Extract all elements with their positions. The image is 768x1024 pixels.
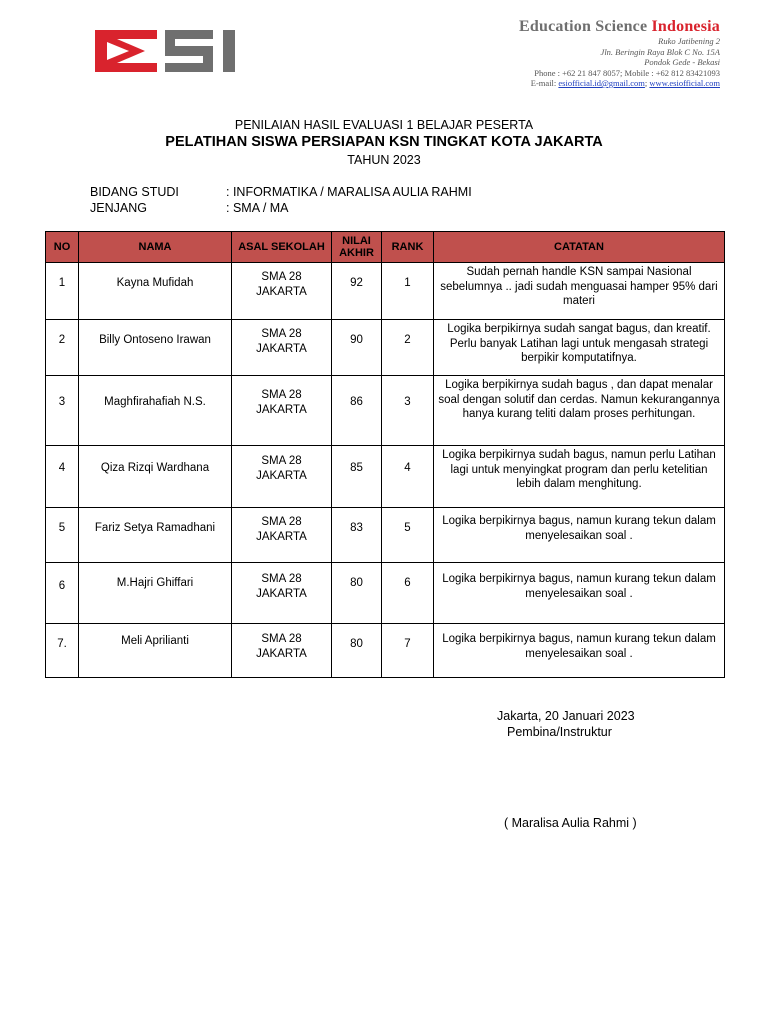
cell-no: 1 <box>46 263 79 320</box>
cell-rank: 1 <box>382 263 434 320</box>
table-row <box>46 624 725 678</box>
email-label: E-mail: <box>530 78 557 88</box>
address-line-3: Pondok Gede - Bekasi <box>644 57 720 67</box>
cell-note: Sudah pernah handle KSN sampai Nasional sebelumnya .. jadi sudah menguasai hamper 95% dari materi <box>434 263 725 320</box>
cell-note: Logika berpikirnya sudah bagus, namun perlu Latihan lagi untuk menyingkat program dan perlu ketelitian lebih dalam menghitung. <box>434 446 725 508</box>
cell-rank: 3 <box>382 376 434 446</box>
signature-block <box>497 708 635 740</box>
cell-rank: 2 <box>382 320 434 376</box>
cell-name: M.Hajri Ghiffari <box>79 563 232 624</box>
cell-rank: 6 <box>382 563 434 624</box>
cell-note: Logika berpikirnya bagus, namun kurang tekun dalam menyelesaikan soal . <box>434 508 725 563</box>
table-row <box>46 263 725 320</box>
field-row <box>90 184 472 200</box>
org-name-part1: Education Science <box>519 18 648 35</box>
header-score: NILAI AKHIR <box>332 232 382 263</box>
header-name: NAMA <box>79 232 232 263</box>
cell-name: Qiza Rizqi Wardhana <box>79 446 232 508</box>
signer-role: Pembina/Instruktur <box>507 725 612 739</box>
title-line-2: PELATIHAN SISWA PERSIAPAN KSN TINGKAT KOTA JAKARTA <box>165 134 603 150</box>
meta-block <box>90 184 472 216</box>
cell-rank: 7 <box>382 624 434 678</box>
cell-no: 3 <box>46 376 79 446</box>
field-label: BIDANG STUDI <box>90 185 179 199</box>
level-label: JENJANG <box>90 201 147 215</box>
field-value: : INFORMATIKA / MARALISA AULIA RAHMI <box>226 185 472 199</box>
title-line-1: PENILAIAN HASIL EVALUASI 1 BELAJAR PESERTA <box>234 118 534 132</box>
cell-school: SMA 28 JAKARTA <box>232 263 332 320</box>
cell-note: Logika berpikirnya bagus, namun kurang tekun dalam menyelesaikan soal . <box>434 624 725 678</box>
cell-note: Logika berpikirnya sudah sangat bagus, dan kreatif. Perlu banyak Latihan lagi untuk mengasah strategi berpikir komputatifnya. <box>434 320 725 376</box>
email-line <box>519 78 720 89</box>
cell-no: 5 <box>46 508 79 563</box>
cell-rank: 5 <box>382 508 434 563</box>
cell-no: 2 <box>46 320 79 376</box>
cell-score: 80 <box>332 563 382 624</box>
table-row <box>46 320 725 376</box>
cell-score: 86 <box>332 376 382 446</box>
header-school: ASAL SEKOLAH <box>232 232 332 263</box>
address-line-2: Jln. Beringin Raya Blok C No. 15A <box>600 46 720 57</box>
cell-score: 92 <box>332 263 382 320</box>
org-name <box>519 18 720 36</box>
place-date: Jakarta, 20 Januari 2023 <box>497 709 635 723</box>
contact-separator: ; <box>644 78 648 88</box>
table-row <box>46 563 725 624</box>
table-header-row <box>46 232 725 263</box>
cell-rank: 4 <box>382 446 434 508</box>
table-row <box>46 508 725 563</box>
cell-name: Meli Aprilianti <box>79 624 232 678</box>
level-value: : SMA / MA <box>226 201 289 215</box>
table-row <box>46 376 725 446</box>
cell-name: Fariz Setya Ramadhani <box>79 508 232 563</box>
header-rank: RANK <box>382 232 434 263</box>
org-info <box>519 18 720 89</box>
cell-name: Billy Ontoseno Irawan <box>79 320 232 376</box>
cell-no: 6 <box>46 563 79 624</box>
org-name-part2: Indonesia <box>651 18 720 35</box>
cell-no: 4 <box>46 446 79 508</box>
header-no: NO <box>46 232 79 263</box>
website-link[interactable]: www.esiofficial.com <box>649 78 720 88</box>
email-link[interactable]: esiofficial.id@gmail.com <box>558 78 645 88</box>
cell-school: SMA 28 JAKARTA <box>232 320 332 376</box>
phone-line: Phone : +62 21 847 8057; Mobile : +62 812 83421093 <box>534 67 720 78</box>
address-line-1: Ruko Jatibening 2 <box>658 36 720 46</box>
cell-school: SMA 28 JAKARTA <box>232 508 332 563</box>
cell-school: SMA 28 JAKARTA <box>232 446 332 508</box>
cell-score: 90 <box>332 320 382 376</box>
cell-note: Logika berpikirnya sudah bagus , dan dapat menalar soal dengan solutif dan cerdas. Namun kekurangannya hanya kurang teliti dalam proses perhitungan. <box>434 376 725 446</box>
cell-name: Maghfirahafiah N.S. <box>79 376 232 446</box>
header-note: CATATAN <box>434 232 725 263</box>
level-row <box>90 200 472 216</box>
title-line-3: TAHUN 2023 <box>347 153 421 167</box>
grades-table <box>45 231 725 678</box>
cell-school: SMA 28 JAKARTA <box>232 563 332 624</box>
cell-no: 7. <box>46 624 79 678</box>
cell-school: SMA 28 JAKARTA <box>232 624 332 678</box>
cell-score: 85 <box>332 446 382 508</box>
cell-note: Logika berpikirnya bagus, namun kurang tekun dalam menyelesaikan soal . <box>434 563 725 624</box>
table-row <box>46 446 725 508</box>
cell-name: Kayna Mufidah <box>79 263 232 320</box>
cell-school: SMA 28 JAKARTA <box>232 376 332 446</box>
esi-logo <box>95 30 251 72</box>
cell-score: 80 <box>332 624 382 678</box>
signer-name: ( Maralisa Aulia Rahmi ) <box>504 816 637 830</box>
cell-score: 83 <box>332 508 382 563</box>
